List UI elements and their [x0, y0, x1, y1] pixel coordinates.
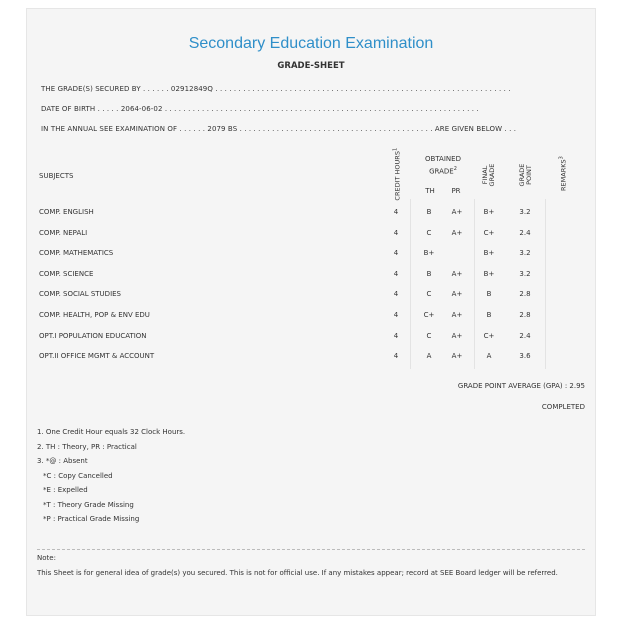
final-grade-cell: A [486, 352, 492, 361]
th-grade-cell: B [426, 208, 432, 216]
page-subtitle: GRADE-SHEET [277, 61, 345, 71]
header-pr: PR [451, 187, 461, 195]
subject-cell: COMP. HEALTH, POP & ENV EDU [39, 311, 150, 319]
date-of-birth-line: DATE OF BIRTH . . . . . 2064-06-02 . . . . . . . . . . . . . . . . . . . . . . . . . . . . . . . . . . . . . . . . . . . . . . . . . . . . . . . . . . . . . . . . . . . . [41, 105, 479, 113]
pr-grade-cell: A+ [451, 311, 463, 319]
table-row [27, 305, 595, 325]
grade-point-cell: 3.2 [519, 208, 531, 216]
note-item: 2. TH : Theory, PR : Practical [37, 442, 137, 451]
th-grade-cell: B [426, 269, 432, 278]
credit-cell: 4 [393, 228, 399, 237]
grade-sheet [26, 8, 596, 616]
subject-cell: COMP. ENGLISH [39, 208, 94, 216]
th-grade-cell: B+ [423, 249, 435, 258]
th-grade-cell: C [426, 290, 432, 299]
header-th: TH [425, 187, 435, 195]
final-grade-cell: B [486, 311, 492, 319]
subject-cell: OPT.II OFFICE MGMT & ACCOUNT [39, 352, 155, 361]
pr-grade-cell: A+ [451, 331, 463, 340]
final-grade-cell: B [486, 290, 492, 299]
th-grade-cell: C+ [423, 311, 435, 319]
table-row [27, 264, 595, 284]
pr-grade-cell: A+ [451, 208, 463, 216]
note-item: *P : Practical Grade Missing [43, 515, 140, 523]
note-item: *E : Expelled [43, 486, 88, 494]
credit-cell: 4 [393, 311, 399, 319]
subject-cell: COMP. NEPALI [39, 228, 88, 237]
note-label: Note: [37, 554, 56, 562]
note-item: *T : Theory Grade Missing [43, 500, 134, 509]
table-row [27, 223, 595, 243]
exam-line: IN THE ANNUAL SEE EXAMINATION OF . . . . . . 2079 BS . . . . . . . . . . . . . . . . . . . . . . . . . . . . . . . . . . . . . . . . . . ARE GIVEN BELOW . . . [41, 125, 517, 133]
th-grade-cell: A [426, 352, 432, 361]
table-row [27, 326, 595, 346]
note-text: This Sheet is for general idea of grade(s) you secured. This is not for official use. If any mistakes appear; record at SEE Board ledger will be referred. [37, 569, 558, 577]
final-grade-cell: C+ [483, 228, 495, 237]
credit-cell: 4 [393, 249, 399, 258]
final-grade-cell: B+ [483, 269, 495, 278]
grade-point-cell: 3.2 [519, 269, 531, 278]
th-grade-cell: C [426, 228, 432, 237]
pr-grade-cell: A+ [451, 290, 463, 299]
credit-cell: 4 [393, 331, 399, 340]
header-grade: GRADE$^2$ [429, 166, 457, 176]
note-item: 3. *@ : Absent [37, 457, 88, 465]
note-item: *C : Copy Cancelled [43, 471, 113, 480]
header-final-grade: FINAL GRADE [481, 163, 496, 187]
credit-cell: 4 [393, 208, 399, 216]
table-row [27, 346, 595, 366]
credit-cell: 4 [393, 352, 399, 361]
grade-point-cell: 2.4 [519, 228, 531, 237]
pr-grade-cell: A+ [451, 269, 463, 278]
subject-cell: COMP. SOCIAL STUDIES [39, 290, 122, 299]
note-item: 1. One Credit Hour equals 32 Clock Hours. [37, 428, 186, 436]
credit-cell: 4 [393, 269, 399, 278]
table-row [27, 202, 595, 222]
final-grade-cell: C+ [483, 331, 495, 340]
grade-point-cell: 3.6 [519, 352, 531, 361]
pr-grade-cell: A+ [451, 228, 463, 237]
final-grade-cell: B+ [483, 249, 495, 258]
pr-grade-cell: A+ [451, 352, 463, 361]
credit-cell: 4 [393, 290, 399, 299]
notes-list [37, 425, 185, 527]
grade-secured-by-line: THE GRADE(S) SECURED BY . . . . . . 02912849Q . . . . . . . . . . . . . . . . . . . . . . . . . . . . . . . . . . . . . . . . . . . . . . . . . . . . . . . . . . . . . . . . [41, 85, 511, 93]
grade-point-cell: 3.2 [519, 249, 531, 258]
header-subjects: SUBJECTS [39, 172, 74, 180]
gpa-summary: GRADE POINT AVERAGE (GPA) : 2.95 [457, 382, 585, 390]
header-grade-point: GRADE POINT [518, 163, 533, 187]
grade-point-cell: 2.4 [519, 331, 531, 340]
divider [37, 549, 585, 550]
header-remarks: REMARKS$^3$ [558, 156, 568, 191]
table-row [27, 243, 595, 263]
grade-point-cell: 2.8 [519, 290, 531, 299]
subject-cell: COMP. MATHEMATICS [39, 249, 114, 258]
final-grade-cell: B+ [483, 208, 495, 216]
subject-cell: OPT.I POPULATION EDUCATION [39, 331, 147, 340]
table-row [27, 284, 595, 304]
subject-cell: COMP. SCIENCE [39, 269, 94, 278]
header-credit-hours: CREDIT HOURS$^1$ [392, 147, 402, 201]
page-title: Secondary Education Examination [188, 35, 434, 52]
result-status: COMPLETED [541, 403, 585, 411]
header-obtained: OBTAINED [425, 155, 461, 163]
th-grade-cell: C [426, 331, 432, 340]
grade-point-cell: 2.8 [519, 311, 531, 319]
